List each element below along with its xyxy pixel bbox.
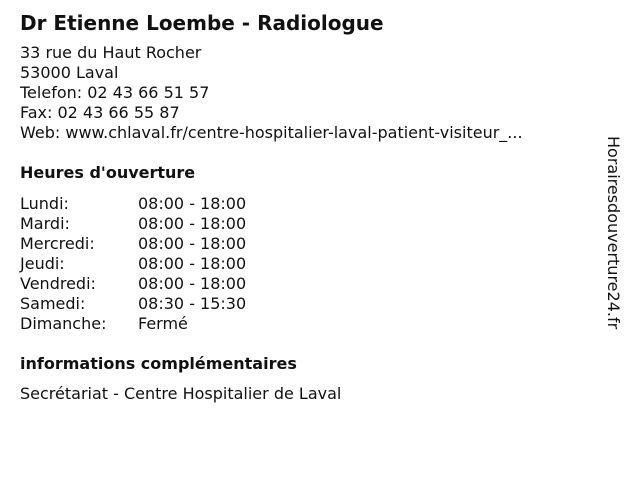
time-value: 08:00 - 18:00 — [138, 214, 247, 233]
day-label: Mercredi: — [20, 234, 95, 253]
day-label: Jeudi: — [20, 254, 65, 273]
day-label: Mardi: — [20, 214, 70, 233]
time-value: 08:00 - 18:00 — [138, 194, 247, 213]
day-label: Lundi: — [20, 194, 69, 213]
day-label: Dimanche: — [20, 314, 107, 333]
additional-info-heading: informations complémentaires — [20, 354, 297, 373]
opening-hours-heading: Heures d'ouverture — [20, 163, 196, 182]
day-label: Vendredi: — [20, 274, 96, 293]
website-link[interactable]: Web: www.chlaval.fr/centre-hospitalier-laval-patient-visiteur_... — [20, 123, 523, 142]
time-value: 08:00 - 18:00 — [138, 254, 247, 273]
additional-info-text: Secrétariat - Centre Hospitalier de Laval — [20, 384, 342, 403]
address-block — [20, 43, 523, 143]
time-value: Fermé — [138, 314, 188, 333]
street-address: 33 rue du Haut Rocher — [20, 43, 202, 62]
time-value: 08:00 - 18:00 — [138, 274, 247, 293]
site-watermark: Horairesdouverture24.fr — [604, 136, 623, 330]
city: 53000 Laval — [20, 63, 119, 82]
page-title: Dr Etienne Loembe - Radiologue — [20, 11, 384, 35]
fax-number: Fax: 02 43 66 55 87 — [20, 103, 180, 122]
day-label: Samedi: — [20, 294, 86, 313]
phone-number[interactable]: Telefon: 02 43 66 51 57 — [20, 83, 210, 102]
time-value: 08:30 - 15:30 — [138, 294, 247, 313]
time-value: 08:00 - 18:00 — [138, 234, 247, 253]
